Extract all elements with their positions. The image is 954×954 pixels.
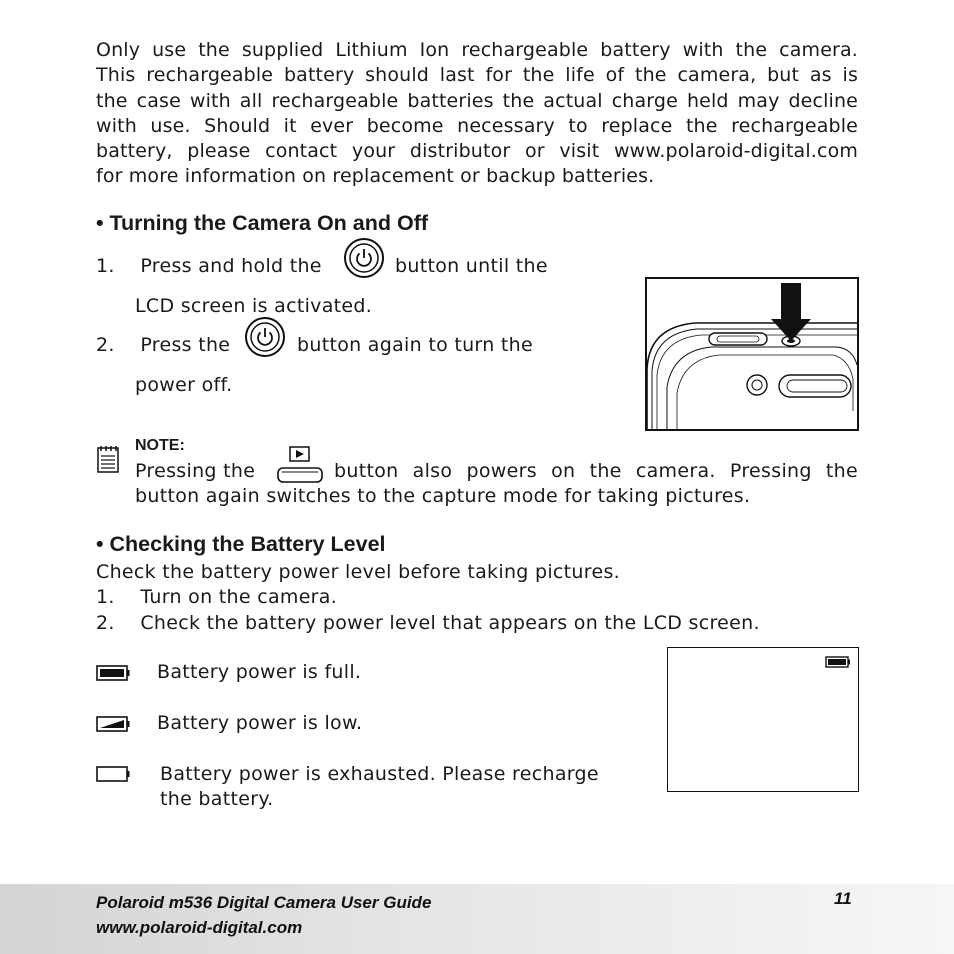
note-text-line-2: button again switches to the capture mode for taking pictures. bbox=[135, 485, 751, 507]
battery-intro: Check the battery power level before taking pictures. bbox=[96, 561, 620, 583]
intro-line: battery, please contact your distributor or visit www.polaroid-digital.com bbox=[96, 140, 858, 163]
battery-level-text-cont: the battery. bbox=[160, 788, 274, 810]
note-text-line-1b: button also powers on the camera. Pressing the bbox=[334, 460, 858, 482]
page-number: 11 bbox=[834, 889, 852, 908]
camera-illustration bbox=[645, 277, 859, 431]
battery-full-icon bbox=[825, 656, 851, 668]
battery-level-text: Battery power is low. bbox=[157, 712, 363, 734]
step-text-cont: LCD screen is activated. bbox=[135, 295, 373, 317]
intro-line: the case with all rechargeable batteries the actual charge held may decline bbox=[96, 89, 858, 112]
step-text: Press the bbox=[140, 334, 231, 356]
step-text-cont: button again to turn the bbox=[297, 334, 533, 356]
playback-button-icon bbox=[276, 446, 324, 484]
footer-title: Polaroid m536 Digital Camera User Guide bbox=[96, 893, 432, 912]
power-step-2-line-1 bbox=[96, 334, 230, 356]
battery-level-text: Battery power is full. bbox=[157, 661, 362, 683]
intro-line: Only use the supplied Lithium Ion rechargeable battery with the camera. bbox=[96, 39, 858, 61]
battery-low-icon bbox=[96, 716, 130, 732]
camera-top-drawing bbox=[647, 279, 857, 429]
note-text-line-1a: Pressing the bbox=[135, 460, 256, 482]
intro-line: for more information on replacement or backup batteries. bbox=[96, 165, 655, 188]
battery-full-icon bbox=[96, 665, 130, 681]
battery-step-1 bbox=[96, 586, 337, 608]
step-text: Check the battery power level that appears on the LCD screen. bbox=[140, 612, 760, 634]
step-text: Press and hold the bbox=[140, 255, 322, 277]
step-text-cont: button until the bbox=[395, 255, 548, 277]
step-text-cont: power off. bbox=[135, 374, 233, 396]
step-number: 1. bbox=[96, 255, 115, 277]
note-label: NOTE: bbox=[135, 437, 185, 454]
intro-line: with use. Should it ever become necessary to replace the rechargeable bbox=[96, 114, 858, 137]
note-icon bbox=[96, 444, 120, 474]
footer-url: www.polaroid-digital.com bbox=[96, 918, 303, 937]
battery-empty-icon bbox=[96, 766, 130, 782]
battery-level-text: Battery power is exhausted. Please recharge bbox=[160, 763, 599, 785]
page-footer bbox=[0, 884, 954, 954]
power-step-1-line-1 bbox=[96, 255, 322, 277]
step-number: 2. bbox=[96, 612, 115, 634]
intro-paragraph bbox=[96, 38, 858, 190]
battery-section-heading: • Checking the Battery Level bbox=[96, 532, 386, 556]
lcd-screen-illustration bbox=[667, 647, 859, 792]
step-number: 2. bbox=[96, 334, 115, 356]
step-number: 1. bbox=[96, 586, 115, 608]
power-button-icon bbox=[244, 316, 286, 358]
intro-line: This rechargeable battery should last for the life of the camera, but as is bbox=[96, 64, 858, 87]
step-text: Turn on the camera. bbox=[140, 586, 338, 608]
battery-step-2 bbox=[96, 612, 760, 634]
power-button-icon bbox=[343, 237, 385, 279]
power-section-heading: • Turning the Camera On and Off bbox=[96, 211, 429, 235]
